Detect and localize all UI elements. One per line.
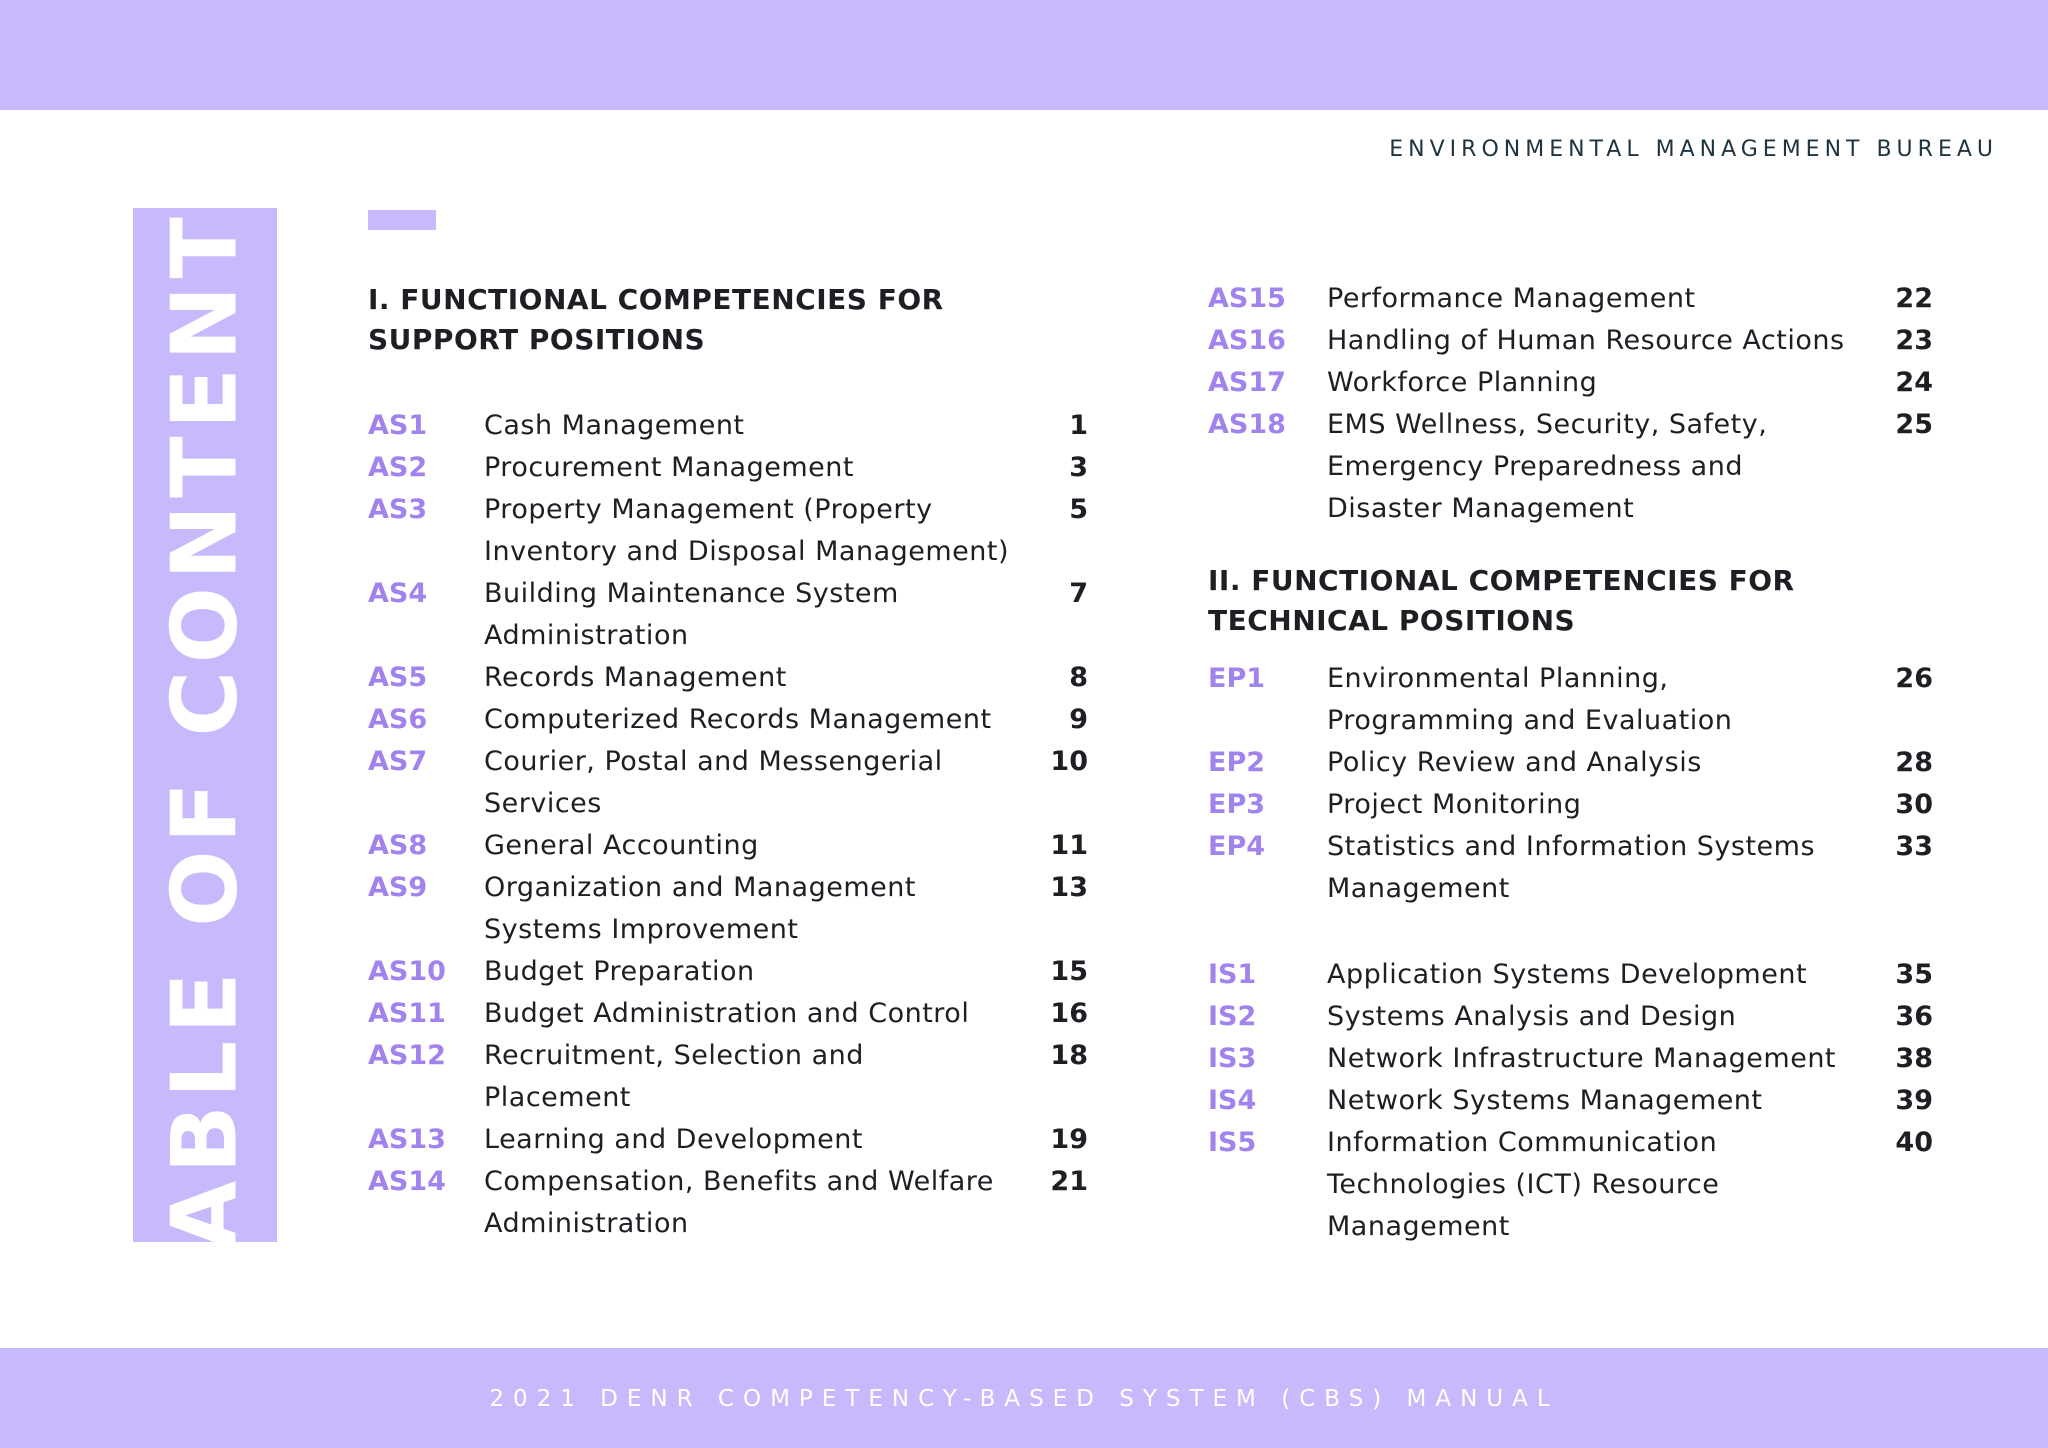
entry-page-number: 35	[1895, 959, 1933, 990]
entry-code: AS10	[368, 956, 446, 987]
entry-title-line: Administration	[484, 1208, 689, 1239]
entry-code: EP3	[1208, 789, 1266, 820]
entry-page-number: 38	[1895, 1043, 1933, 1074]
entry-title-line: Organization and Management	[484, 872, 916, 903]
entry-title-line: Handling of Human Resource Actions	[1327, 325, 1845, 356]
heading-line: I. FUNCTIONAL COMPETENCIES FOR	[368, 283, 944, 316]
entry-title-line: Statistics and Information Systems	[1327, 831, 1816, 862]
entry-code: AS3	[368, 494, 428, 525]
entry-code: EP2	[1208, 747, 1266, 778]
entry-title-line: Systems Improvement	[484, 914, 799, 945]
sidebar-banner	[133, 138, 277, 1312]
entry-title-line: General Accounting	[484, 830, 759, 861]
entry-page-number: 26	[1895, 663, 1933, 694]
entry-page-number: 16	[1050, 998, 1088, 1029]
section-1-heading	[368, 280, 944, 360]
entry-code: AS12	[368, 1040, 446, 1071]
entry-title-line: Programming and Evaluation	[1327, 705, 1733, 736]
entry-title-line: Budget Administration and Control	[484, 998, 970, 1029]
entry-title-line: Records Management	[484, 662, 787, 693]
entry-code: AS2	[368, 452, 428, 483]
entry-code: IS2	[1208, 1001, 1257, 1032]
entry-code: IS4	[1208, 1085, 1257, 1116]
entry-page-number: 23	[1895, 325, 1933, 356]
entry-title-line: Management	[1327, 1211, 1510, 1242]
entry-page-number: 1	[1069, 410, 1088, 441]
entry-page-number: 40	[1895, 1127, 1933, 1158]
entry-title-line: Emergency Preparedness and	[1327, 451, 1743, 482]
entry-page-number: 13	[1050, 872, 1088, 903]
section-2-heading	[1208, 561, 1795, 641]
toc-title: TABLE OF CONTENTS	[152, 138, 258, 1312]
entry-title-line: Workforce Planning	[1327, 367, 1598, 398]
entry-title-line: Management	[1327, 873, 1510, 904]
entry-page-number: 11	[1050, 830, 1088, 861]
entry-title-line: Compensation, Benefits and Welfare	[484, 1166, 994, 1197]
top-band	[0, 0, 2048, 110]
entry-page-number: 33	[1895, 831, 1933, 862]
heading-line: TECHNICAL POSITIONS	[1208, 604, 1576, 637]
entry-code: AS6	[368, 704, 428, 735]
entry-code: AS1	[368, 410, 428, 441]
entry-title-line: Procurement Management	[484, 452, 854, 483]
entry-title-line: Cash Management	[484, 410, 745, 441]
entry-title-line: Administration	[484, 620, 689, 651]
entry-title-line: Computerized Records Management	[484, 704, 992, 735]
entry-title-line: Learning and Development	[484, 1124, 863, 1155]
entry-page-number: 9	[1069, 704, 1088, 735]
entry-page-number: 7	[1069, 578, 1088, 609]
entry-page-number: 5	[1069, 494, 1088, 525]
entry-page-number: 21	[1050, 1166, 1088, 1197]
entry-title-line: Performance Management	[1327, 283, 1696, 314]
entry-title-line: Property Management (Property	[484, 494, 933, 525]
entry-title-line: EMS Wellness, Security, Safety,	[1327, 409, 1768, 440]
entry-title-line: Recruitment, Selection and	[484, 1040, 864, 1071]
entry-title-line: Network Infrastructure Management	[1327, 1043, 1837, 1074]
entry-code: IS5	[1208, 1127, 1257, 1158]
entry-title-line: Disaster Management	[1327, 493, 1635, 524]
entry-page-number: 8	[1069, 662, 1088, 693]
heading-line: II. FUNCTIONAL COMPETENCIES FOR	[1208, 564, 1795, 597]
entry-page-number: 24	[1895, 367, 1933, 398]
entry-code: AS18	[1208, 409, 1286, 440]
entry-title-line: Budget Preparation	[484, 956, 755, 987]
entry-title-line: Policy Review and Analysis	[1327, 747, 1702, 778]
entry-title-line: Inventory and Disposal Management)	[484, 536, 1010, 567]
entry-title-line: Application Systems Development	[1327, 959, 1808, 990]
entry-code: AS14	[368, 1166, 446, 1197]
entry-code: AS9	[368, 872, 428, 903]
entry-title-line: Building Maintenance System	[484, 578, 899, 609]
entry-code: AS7	[368, 746, 428, 777]
entry-title-line: Environmental Planning,	[1327, 663, 1669, 694]
heading-line: SUPPORT POSITIONS	[368, 323, 706, 356]
entry-code: AS16	[1208, 325, 1286, 356]
entry-code: AS17	[1208, 367, 1286, 398]
entry-title-line: Technologies (ICT) Resource	[1327, 1169, 1720, 1200]
entry-code: AS15	[1208, 283, 1286, 314]
entry-code: AS11	[368, 998, 446, 1029]
entry-page-number: 3	[1069, 452, 1088, 483]
bureau-name: ENVIRONMENTAL MANAGEMENT BUREAU	[1389, 137, 1998, 162]
entry-title-line: Network Systems Management	[1327, 1085, 1763, 1116]
entry-page-number: 36	[1895, 1001, 1933, 1032]
entry-code: IS1	[1208, 959, 1257, 990]
entry-page-number: 15	[1050, 956, 1088, 987]
entry-page-number: 22	[1895, 283, 1933, 314]
entry-code: IS3	[1208, 1043, 1257, 1074]
entry-page-number: 25	[1895, 409, 1933, 440]
entry-title-line: Systems Analysis and Design	[1327, 1001, 1737, 1032]
entry-title-line: Services	[484, 788, 602, 819]
entry-code: EP4	[1208, 831, 1266, 862]
entry-page-number: 28	[1895, 747, 1933, 778]
entry-code: AS8	[368, 830, 428, 861]
entry-code: AS13	[368, 1124, 446, 1155]
entry-code: AS5	[368, 662, 428, 693]
entry-page-number: 30	[1895, 789, 1933, 820]
accent-rectangle	[368, 210, 436, 230]
entry-page-number: 39	[1895, 1085, 1933, 1116]
entry-page-number: 18	[1050, 1040, 1088, 1071]
entry-title-line: Information Communication	[1327, 1127, 1718, 1158]
manual-title: 2021 DENR COMPETENCY-BASED SYSTEM (CBS) MANUAL	[489, 1386, 1559, 1412]
entry-page-number: 10	[1050, 746, 1088, 777]
entry-code: EP1	[1208, 663, 1266, 694]
entry-page-number: 19	[1050, 1124, 1088, 1155]
entry-code: AS4	[368, 578, 428, 609]
entry-title-line: Courier, Postal and Messengerial	[484, 746, 943, 777]
entry-title-line: Project Monitoring	[1327, 789, 1582, 820]
entry-title-line: Placement	[484, 1082, 631, 1113]
